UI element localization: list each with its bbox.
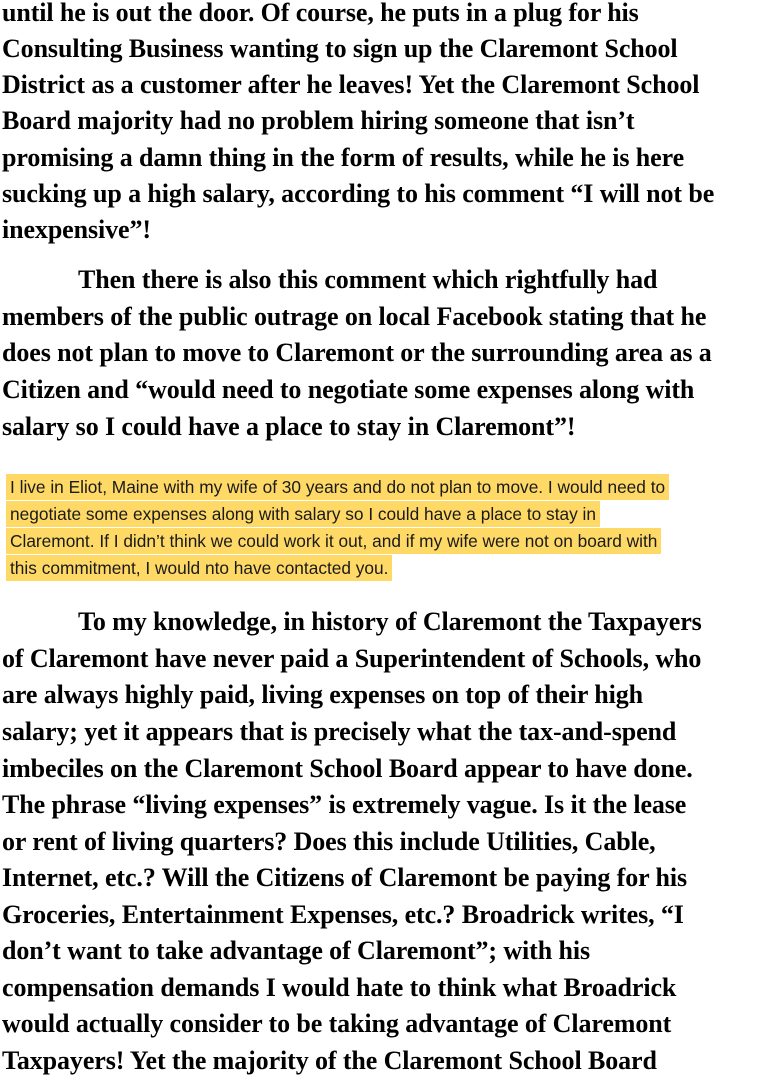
text-line: or rent of living quarters? Does this include Utilities, Cable, (2, 827, 656, 856)
quote-line: I live in Eliot, Maine with my wife of 30 years and do not plan to move. I would need to (6, 474, 669, 500)
quote-line: negotiate some expenses along with salary so I could have a place to stay in (6, 501, 600, 527)
text-line: until he is out the door. Of course, he puts in a plug for his (2, 0, 639, 27)
text-line: sucking up a high salary, according to his comment “I will not be (2, 179, 715, 208)
text-line: of Claremont have never paid a Superintendent of Schools, who (2, 644, 702, 673)
text-line: does not plan to move to Claremont or the surrounding area as a (2, 338, 712, 367)
highlighted-quote (6, 474, 770, 582)
text-line: District as a customer after he leaves! Yet the Claremont School (2, 70, 700, 99)
text-line: Groceries, Entertainment Expenses, etc.? Broadrick writes, “I (2, 900, 684, 929)
text-line: Then there is also this comment which rightfully had (78, 265, 658, 294)
text-line: Taxpayers! Yet the majority of the Claremont School Board (2, 1046, 657, 1075)
text-line: promising a damn thing in the form of results, while he is here (2, 143, 685, 172)
text-line: Citizen and “would need to negotiate some expenses along with (2, 375, 695, 404)
text-line: Consulting Business wanting to sign up the Claremont School (2, 34, 678, 63)
quote-line: Claremont. If I didn’t think we could work it out, and if my wife were not on board with (6, 528, 661, 554)
text-line: salary so I could have a place to stay in Claremont”! (2, 412, 576, 441)
text-line: don’t want to take advantage of Claremont”; with his (2, 936, 590, 965)
text-line: Internet, etc.? Will the Citizens of Claremont be paying for his (2, 863, 687, 892)
text-line: inexpensive”! (2, 215, 151, 244)
text-line: salary; yet it appears that is precisely what the tax-and-spend (2, 717, 677, 746)
text-line: To my knowledge, in history of Claremont the Taxpayers (78, 607, 702, 636)
text-line: The phrase “living expenses” is extremely vague. Is it the lease (2, 790, 687, 819)
text-line: imbeciles on the Claremont School Board appear to have done. (2, 754, 693, 783)
text-line: are always highly paid, living expenses on top of their high (2, 680, 643, 709)
text-line: members of the public outrage on local Facebook stating that he (2, 302, 707, 331)
quote-line: this commitment, I would nto have contacted you. (6, 555, 392, 581)
text-line: compensation demands I would hate to think what Broadrick (2, 973, 677, 1002)
text-line: Board majority had no problem hiring someone that isn’t (2, 106, 635, 135)
text-line: would actually consider to be taking advantage of Claremont (2, 1009, 672, 1038)
